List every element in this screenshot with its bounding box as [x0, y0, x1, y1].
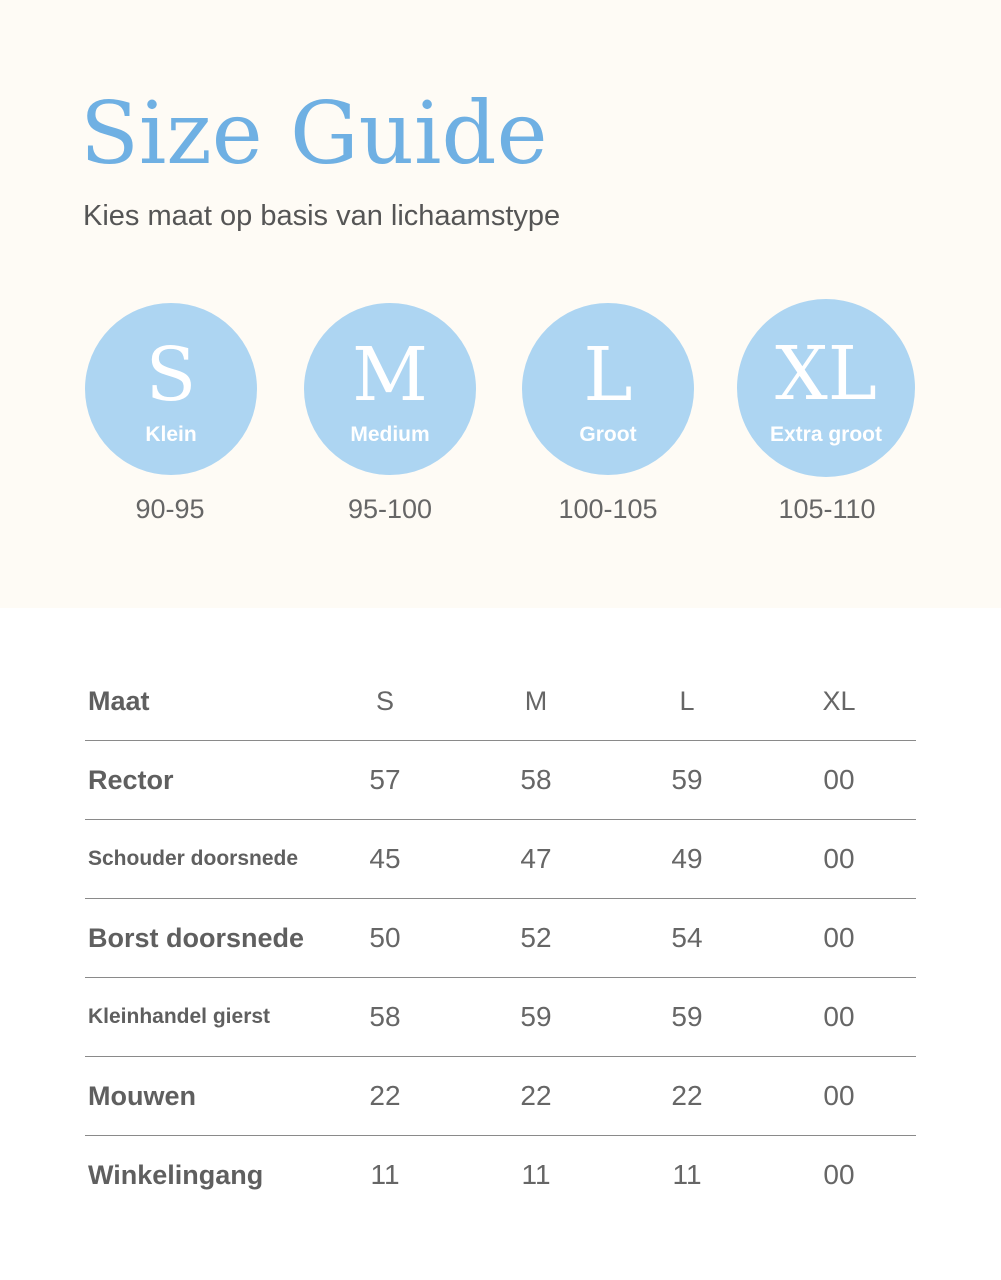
- size-badge-letter: M: [352, 332, 428, 418]
- cell-xl: 00: [823, 764, 855, 795]
- page-subtitle: Kies maat op basis van lichaamstype: [83, 200, 561, 232]
- table-row: [85, 820, 916, 899]
- cell-m: 47: [520, 843, 552, 874]
- size-badge-m: [304, 303, 476, 475]
- size-badge-name: Medium: [350, 423, 430, 446]
- cell-xl: 00: [823, 1001, 855, 1032]
- size-range-s: 90-95: [135, 494, 205, 524]
- row-label: Winkelingang: [88, 1160, 264, 1190]
- table-header-label: Maat: [88, 686, 150, 716]
- row-label: Rector: [88, 765, 174, 795]
- size-table: [85, 662, 916, 1214]
- table-row: [85, 978, 916, 1057]
- table-header-l: L: [679, 686, 695, 716]
- table-row: [85, 1057, 916, 1136]
- size-badge-letter: L: [583, 332, 633, 418]
- table-row: [85, 899, 916, 978]
- size-badge-letter: S: [145, 332, 197, 418]
- size-badge-s: [85, 303, 257, 475]
- cell-s: 50: [369, 922, 401, 953]
- table-header-m: M: [524, 686, 548, 716]
- row-label: Mouwen: [88, 1081, 196, 1111]
- page-title: Size Guide: [80, 84, 548, 184]
- cell-xl: 00: [823, 843, 855, 874]
- cell-l: 22: [671, 1080, 703, 1111]
- cell-s: 45: [369, 843, 401, 874]
- size-badge-name: Extra groot: [769, 423, 882, 446]
- table-row: [85, 741, 916, 820]
- cell-xl: 00: [823, 1080, 855, 1111]
- size-badge-xl: [737, 299, 915, 477]
- size-range-l: 100-105: [558, 494, 658, 524]
- cell-m: 59: [520, 1001, 552, 1032]
- size-badge-name: Klein: [145, 423, 197, 446]
- table-header-row: [85, 662, 916, 741]
- cell-l: 54: [671, 922, 703, 953]
- cell-s: 58: [369, 1001, 401, 1032]
- size-range-m: 95-100: [347, 494, 433, 524]
- row-label: Borst doorsnede: [88, 923, 305, 953]
- cell-l: 59: [671, 1001, 703, 1032]
- cell-l: 49: [671, 843, 703, 874]
- row-label: Kleinhandel gierst: [88, 1005, 271, 1028]
- cell-m: 58: [520, 764, 552, 795]
- size-badge-l: [522, 303, 694, 475]
- cell-s: 57: [369, 764, 401, 795]
- cell-m: 11: [521, 1159, 551, 1190]
- cell-m: 52: [520, 922, 552, 953]
- table-header-s: S: [375, 686, 394, 716]
- cell-s: 11: [370, 1159, 400, 1190]
- size-range-xl: 105-110: [778, 494, 876, 524]
- cell-s: 22: [369, 1080, 401, 1111]
- table-header-xl: XL: [822, 686, 856, 716]
- cell-m: 22: [520, 1080, 552, 1111]
- cell-xl: 00: [823, 922, 855, 953]
- cell-l: 11: [672, 1159, 702, 1190]
- row-label: Schouder doorsnede: [88, 847, 299, 870]
- cell-l: 59: [671, 764, 703, 795]
- cell-xl: 00: [823, 1159, 855, 1190]
- size-badge-name: Groot: [579, 423, 637, 446]
- size-badge-letter: XL: [775, 331, 877, 417]
- table-row: [85, 1136, 916, 1214]
